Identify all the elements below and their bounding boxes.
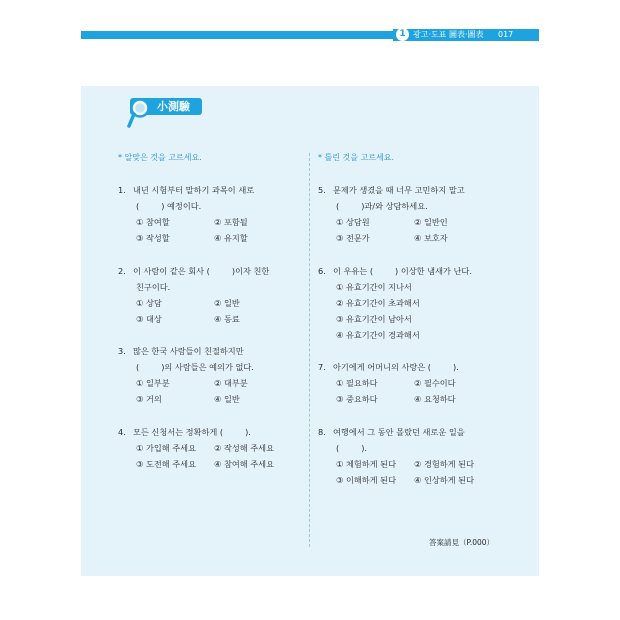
question-7	[318, 359, 504, 407]
option[interactable]: ② 작성해 주세요	[214, 443, 274, 453]
question-stem: 여행에서 그 동안 몰랐던 새로운 일을	[333, 427, 465, 437]
question-stem-cont: ) 예정이다.	[161, 201, 202, 211]
blank-open: (	[136, 362, 140, 372]
option[interactable]: ④ 요청하다	[414, 394, 456, 404]
question-stem: 내년 시험부터 말하기 과목이 새로	[133, 185, 255, 195]
option[interactable]: ③ 유효기간이 남아서	[336, 314, 412, 324]
option[interactable]: ② 일반인	[414, 217, 448, 227]
option[interactable]: ① 가입해 주세요	[136, 443, 196, 453]
question-1	[118, 182, 304, 246]
options	[318, 456, 504, 488]
option[interactable]: ④ 보호자	[414, 233, 448, 243]
question-stem: 많은 한국 사람들이 친절하지만	[133, 346, 244, 356]
question-number: 6.	[318, 266, 326, 276]
question-number: 8.	[318, 427, 326, 437]
page-number: 017	[498, 30, 514, 39]
question-number: 3.	[118, 346, 126, 356]
options	[118, 375, 304, 407]
option[interactable]: ② 일반	[214, 298, 240, 308]
option[interactable]: ④ 유효기간이 경과해서	[336, 330, 420, 340]
question-stem-cont: )과/와 상담하세요.	[361, 201, 428, 211]
option[interactable]: ④ 동료	[214, 314, 240, 324]
option[interactable]: ① 일부분	[136, 378, 170, 388]
question-stem: 이 우유는 (	[333, 266, 374, 276]
option[interactable]: ② 경험하게 된다	[414, 459, 474, 469]
option[interactable]: ③ 이해하게 된다	[336, 475, 396, 485]
option[interactable]: ③ 전문가	[336, 233, 370, 243]
question-stem: 아기에게 어머니의 사랑은 (	[333, 362, 432, 372]
question-3	[118, 343, 304, 407]
column-divider	[309, 153, 310, 547]
option[interactable]: ① 필요하다	[336, 378, 378, 388]
option[interactable]: ① 참여할	[136, 217, 170, 227]
question-6	[318, 263, 506, 343]
options	[318, 214, 504, 246]
question-stem-cont: )이자 친한	[231, 266, 270, 276]
option[interactable]: ① 체험하게 된다	[336, 459, 396, 469]
instruction-left: * 알맞은 것을 고르세요.	[118, 153, 202, 162]
answer-reference: 答案請見（P.000）	[429, 538, 495, 547]
blank-open: (	[336, 443, 340, 453]
instruction-right: * 틀린 것을 고르세요.	[318, 153, 394, 162]
option[interactable]: ③ 중요하다	[336, 394, 378, 404]
question-4	[118, 424, 304, 472]
question-2	[118, 263, 304, 327]
option[interactable]: ③ 도전해 주세요	[136, 459, 196, 469]
question-8	[318, 424, 504, 488]
question-stem: 이 사람이 같은 회사 (	[133, 266, 210, 276]
option[interactable]: ③ 대상	[136, 314, 162, 324]
options	[118, 295, 304, 327]
question-stem-cont: ).	[245, 427, 251, 437]
question-stem-cont: )의 사람들은 예의가 없다.	[161, 362, 254, 372]
option[interactable]: ① 유효기간이 지나서	[336, 282, 412, 292]
option[interactable]: ① 상담	[136, 298, 162, 308]
question-stem-cont: ) 이상한 냄새가 난다.	[395, 266, 472, 276]
question-number: 4.	[118, 427, 126, 437]
option[interactable]: ② 대부분	[214, 378, 248, 388]
blank-open: (	[336, 201, 340, 211]
chapter-number: 1	[396, 28, 409, 41]
options	[318, 375, 504, 407]
option[interactable]: ② 포함될	[214, 217, 248, 227]
blank-open: (	[136, 201, 140, 211]
option[interactable]: ④ 유지할	[214, 233, 248, 243]
option[interactable]: ② 필수이다	[414, 378, 456, 388]
question-number: 2.	[118, 266, 126, 276]
options	[118, 440, 304, 472]
option[interactable]: ③ 거의	[136, 394, 162, 404]
option[interactable]: ④ 인상하게 된다	[414, 475, 474, 485]
question-number: 1.	[118, 185, 126, 195]
question-stem-cont: ).	[361, 443, 367, 453]
chapter-title: 광고·도표 圖表·圖表	[413, 30, 484, 39]
option[interactable]: ③ 작성할	[136, 233, 170, 243]
question-stem: 문제가 생겼을 때 너무 고민하지 말고	[333, 185, 465, 195]
question-5	[318, 182, 504, 246]
question-number: 7.	[318, 362, 326, 372]
section-title: 小測驗	[157, 100, 190, 113]
question-stem: 모든 신청서는 정확하게 (	[133, 427, 224, 437]
question-number: 5.	[318, 185, 326, 195]
option[interactable]: ① 상담원	[336, 217, 370, 227]
question-stem-cont: ).	[453, 362, 459, 372]
magnifier-icon	[127, 97, 151, 129]
option[interactable]: ④ 참여해 주세요	[214, 459, 274, 469]
option[interactable]: ④ 일반	[214, 394, 240, 404]
options	[318, 279, 506, 343]
question-stem-cont: 친구이다.	[136, 282, 171, 292]
options	[118, 214, 304, 246]
option[interactable]: ② 유효기간이 초과해서	[336, 298, 420, 308]
